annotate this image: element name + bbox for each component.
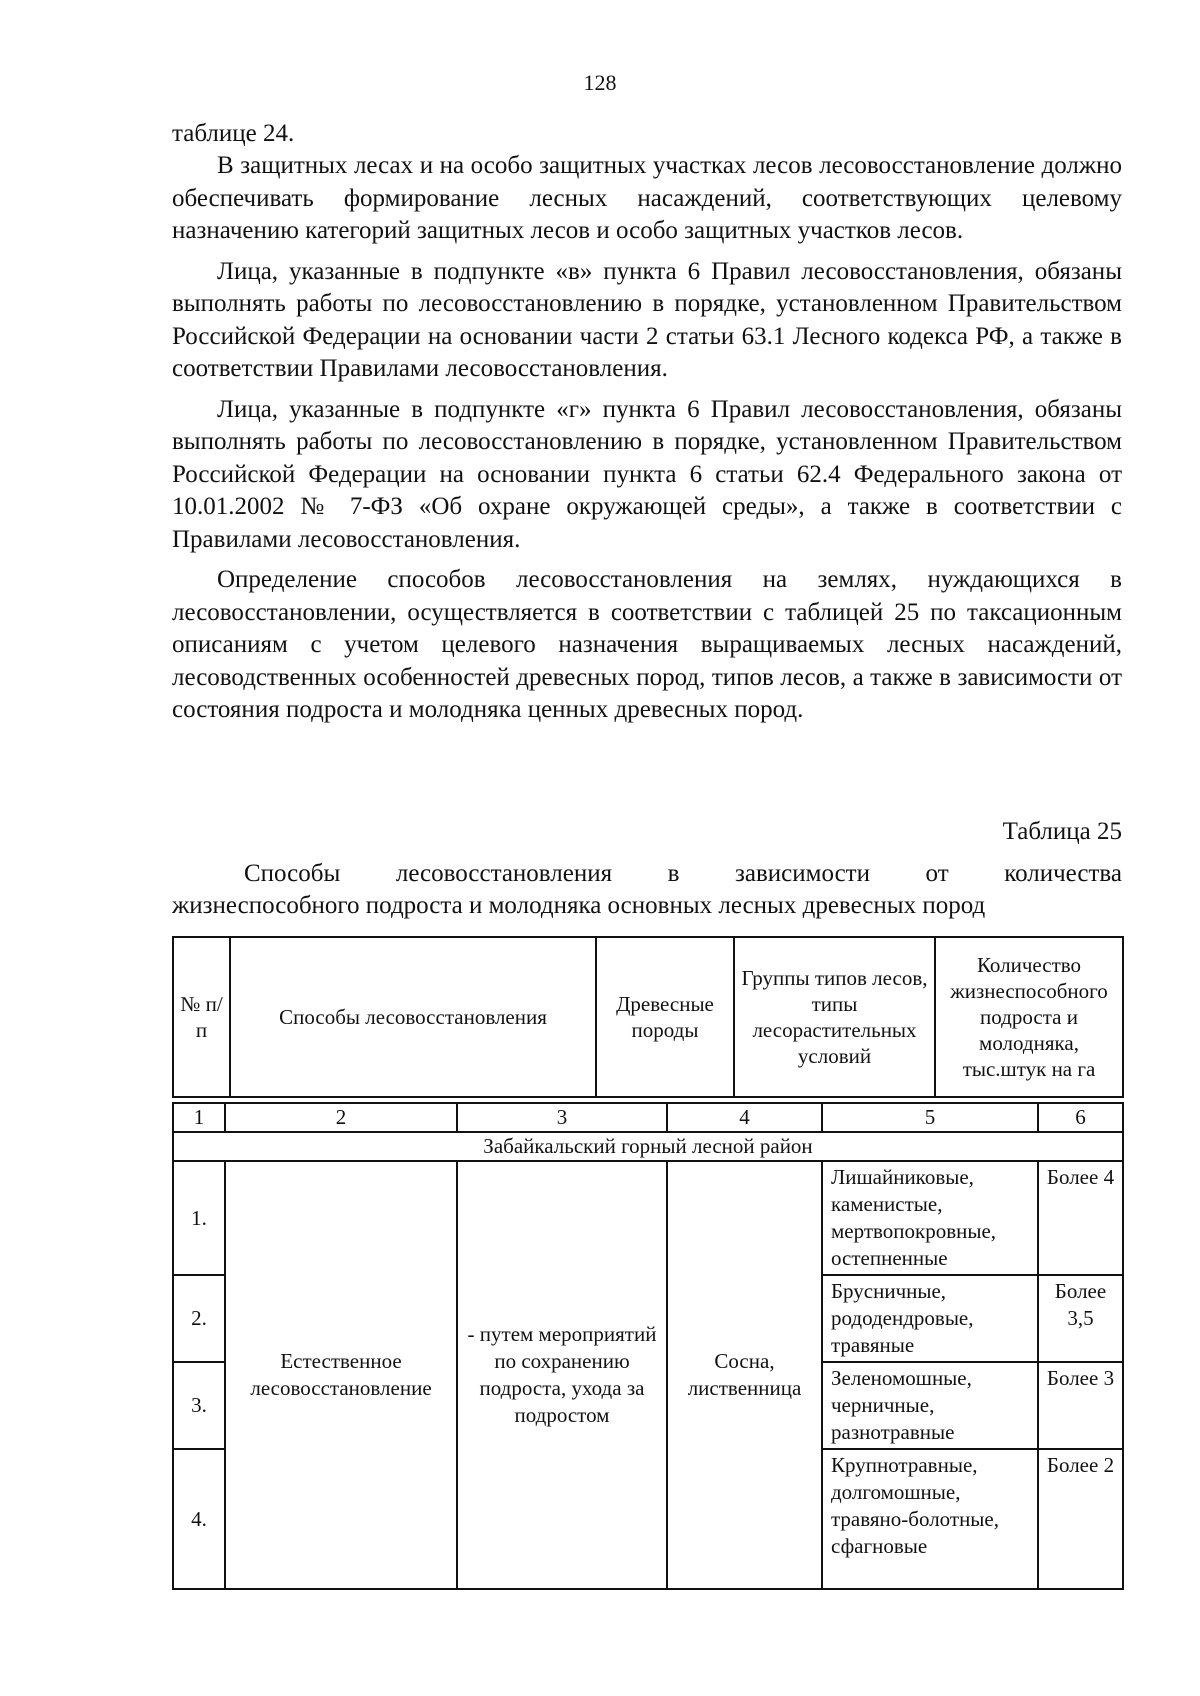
column-number: 3 — [457, 1103, 667, 1132]
title-word: зависимости — [735, 860, 870, 887]
title-word: Способы — [244, 860, 341, 887]
quantity-cell: Более 3 — [1038, 1362, 1123, 1449]
column-number: 2 — [225, 1103, 457, 1132]
column-number: 6 — [1038, 1103, 1123, 1132]
paragraph: Лица, указанные в подпункте «в» пункта 6 Правил лесовосстановления, обязаны выполнять работы по лесовосстановлению в порядке, установленном Правительством Российской Федерации на основании части 2 статьи 63.1 Лесного кодекса РФ, а также в соответствии Правилами лесовосстановления. — [172, 257, 1122, 382]
header-species: Древесные породы — [596, 937, 734, 1097]
column-number: 4 — [667, 1103, 822, 1132]
forest-types-cell: Лишайниковые, каменистые, мертвопокровные, остепненные — [822, 1161, 1038, 1275]
title-word: количества — [1004, 860, 1122, 887]
title-word: от — [925, 860, 949, 887]
table-title-line-2: жизнеспособного подроста и молодняка основных лесных древесных пород — [172, 892, 986, 919]
paragraph: В защитных лесах и на особо защитных участках лесов лесовосстановление должно обеспечивать формирование лесных насаждений, соответствующих целевому назначению категорий защитных лесов и особо защитных участков лесов. — [172, 152, 1122, 244]
forest-types-cell: Крупнотравные, долгомошные, травяно-болотные, сфагновые — [822, 1449, 1038, 1589]
column-number-row — [173, 1103, 1123, 1132]
table-body — [172, 1102, 1124, 1590]
quantity-cell: Более 3,5 — [1038, 1275, 1123, 1362]
body-text — [172, 150, 1122, 735]
page-number: 128 — [583, 70, 617, 95]
quantity-cell: Более 2 — [1038, 1449, 1123, 1589]
column-number: 5 — [822, 1103, 1038, 1132]
species-cell: Сосна, лиственница — [667, 1161, 822, 1589]
header-num: № п/п — [173, 937, 230, 1097]
forest-types-cell: Брусничные, рододендровые, травяные — [822, 1275, 1038, 1362]
header-method: Способы лесовосстановления — [230, 937, 596, 1097]
row-number: 1. — [173, 1161, 225, 1275]
row-number: 2. — [173, 1275, 225, 1362]
header-quantity: Количество жизнеспособного подроста и молодняка, тыс.штук на га — [935, 937, 1123, 1097]
paragraph: Лица, указанные в подпункте «г» пункта 6 Правил лесовосстановления, обязаны выполнять работы по лесовосстановлению в порядке, установленном Правительством Российской Федерации на основании пункта 6 статьи 62.4 Федерального закона от 10.01.2002 № 7-ФЗ «Об охране окружающей среды», а также в соответствии с Правилами лесовосстановления. — [172, 395, 1122, 553]
row-number: 4. — [173, 1449, 225, 1589]
method-cell: Естественное лесовосстановление — [225, 1161, 457, 1589]
submethod-cell: - путем мероприятий по сохранению подроста, ухода за подростом — [457, 1161, 667, 1589]
column-number: 1 — [173, 1103, 225, 1132]
table-title-line-1 — [172, 858, 1122, 890]
forest-types-cell: Зеленомошные, черничные, разнотравные — [822, 1362, 1038, 1449]
table-label: Таблица 25 — [1002, 818, 1122, 845]
header-forest-types: Группы типов лесов, типы лесорастительных условий — [734, 937, 935, 1097]
continuation-line: таблице 24. — [172, 120, 295, 147]
row-number: 3. — [173, 1362, 225, 1449]
title-word: лесовосстановления — [395, 860, 613, 887]
paragraph: Определение способов лесовосстановления на землях, нуждающихся в лесовосстановлении, осуществляется в соответствии с таблицей 25 по таксационным описаниям с учетом целевого назначения выращиваемых лесных насаждений, лесоводственных особенностей древесных пород, типов лесов, а также в зависимости от состояния подроста и молодняка ценных древесных пород. — [172, 566, 1122, 723]
title-word: в — [667, 860, 680, 887]
table-row — [173, 1161, 1123, 1275]
table-title — [172, 858, 1122, 922]
region-row — [173, 1132, 1123, 1161]
region-name: Забайкальский горный лесной район — [173, 1132, 1123, 1161]
quantity-cell: Более 4 — [1038, 1161, 1123, 1275]
table-header — [172, 936, 1124, 1098]
